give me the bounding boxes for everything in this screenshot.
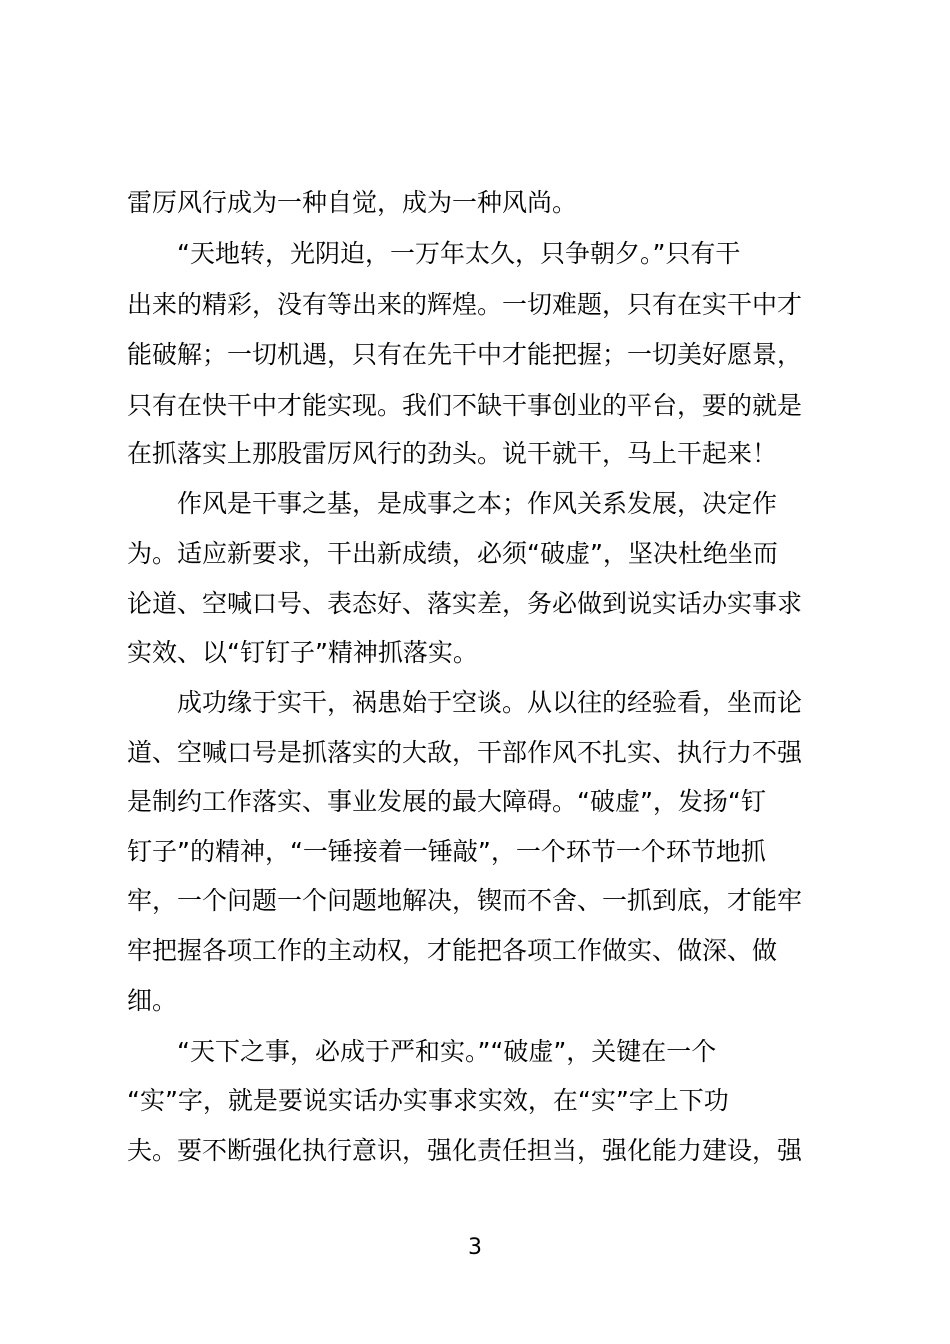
text-line: “实”字，就是要说实话办实事求实效，在“实”字上下功 (127, 1086, 729, 1115)
text-line: “天下之事，必成于严和实。”“破虚”，关键在一个 (177, 1037, 717, 1066)
text-line: 钉子”的精神，“一锤接着一锤敲”，一个环节一个环节地抓 (127, 837, 766, 866)
text-line: 牢，一个问题一个问题地解决，锲而不舍、一抓到底，才能牢 (127, 886, 803, 915)
page-number: 3 (468, 1235, 482, 1260)
text-line: 只有在快干中才能实现。我们不缺干事创业的平台，要的就是 (127, 391, 803, 420)
text-line: 道、空喊口号是抓落实的大敌，干部作风不扎实、执行力不强 (127, 738, 803, 767)
text-line: 论道、空喊口号、表态好、落实差，务必做到说实话办实事求 (127, 589, 803, 618)
text-line: 作风是干事之基，是成事之本；作风关系发展，决定作 (177, 489, 778, 518)
text-line: 牢把握各项工作的主动权，才能把各项工作做实、做深、做 (127, 936, 778, 965)
text-line: 是制约工作落实、事业发展的最大障碍。“破虚”，发扬“钉 (127, 787, 766, 816)
text-line: 能破解；一切机遇，只有在先干中才能把握；一切美好愿景， (127, 340, 803, 369)
text-line: 在抓落实上那股雷厉风行的劲头。说干就干，马上干起来！ (127, 439, 778, 468)
text-line: 实效、以“钉钉子”精神抓落实。 (127, 638, 478, 667)
text-line: 细。 (127, 986, 178, 1015)
text-line: 雷厉风行成为一种自觉，成为一种风尚。 (127, 188, 578, 217)
text-line: 出来的精彩，没有等出来的辉煌。一切难题，只有在实干中才 (127, 290, 803, 319)
text-line: 为。适应新要求，干出新成绩，必须“破虚”，坚决杜绝坐而 (127, 539, 778, 568)
text-line: “天地转，光阴迫，一万年太久，只争朝夕。”只有干 (127, 239, 741, 268)
text-line: 成功缘于实干，祸患始于空谈。从以往的经验看，坐而论 (177, 688, 803, 717)
text-line: 夫。要不断强化执行意识，强化责任担当，强化能力建设，强 (127, 1136, 803, 1165)
